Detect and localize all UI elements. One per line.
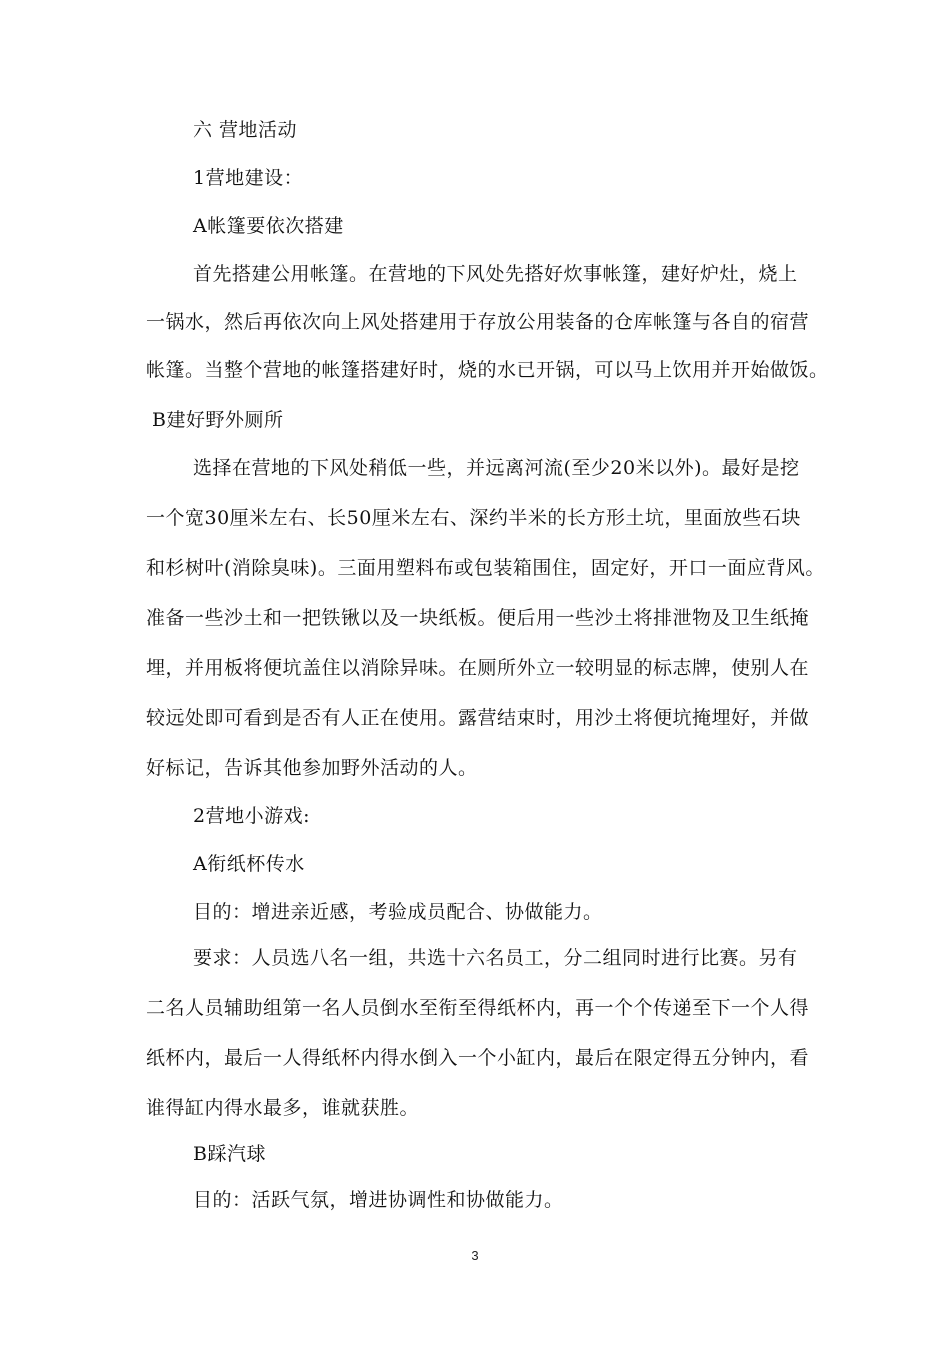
- paragraph-line: 埋，并用板将便坑盖住以消除异味。在厕所外立一较明显的标志牌，使别人在: [146, 657, 810, 679]
- paragraph-line: 帐篷。当整个营地的帐篷搭建好时，烧的水已开锅，可以马上饮用并开始做饭。: [146, 359, 829, 381]
- paragraph-line: 要求：人员选八名一组，共选十六名员工，分二组同时进行比赛。另有: [193, 947, 798, 969]
- camp-construction-heading: 1营地建设：: [193, 167, 304, 189]
- balloon-stomp-heading: B踩汽球: [193, 1143, 266, 1165]
- paragraph-line: 和杉树叶(消除臭味)。三面用塑料布或包装箱围住，固定好，开口一面应背风。: [146, 557, 825, 579]
- paragraph-line: 一锅水，然后再依次向上风处搭建用于存放公用装备的仓库帐篷与各自的宿营: [146, 311, 810, 333]
- paragraph-line: 一个宽30厘米左右、长50厘米左右、深约半米的长方形土坑，里面放些石块: [146, 507, 801, 529]
- paragraph-line: 选择在营地的下风处稍低一些，并远离河流(至少20米以外)。最好是挖: [193, 457, 800, 479]
- paragraph-line: 二名人员辅助组第一名人员倒水至衔至得纸杯内，再一个个传递至下一个人得: [146, 997, 810, 1019]
- camp-games-heading: 2营地小游戏:: [193, 805, 310, 827]
- section-heading: 六 营地活动: [193, 119, 298, 141]
- page-number: 3: [471, 1248, 479, 1263]
- toilet-heading: B建好野外厕所: [152, 409, 284, 431]
- paragraph-line: 谁得缸内得水最多，谁就获胜。: [146, 1097, 420, 1119]
- cup-relay-heading: A衔纸杯传水: [193, 853, 305, 875]
- paragraph-line: 纸杯内，最后一人得纸杯内得水倒入一个小缸内，最后在限定得五分钟内，看: [146, 1047, 810, 1069]
- paragraph-line: 准备一些沙土和一把铁锹以及一块纸板。便后用一些沙土将排泄物及卫生纸掩: [146, 607, 810, 629]
- paragraph-line: 较远处即可看到是否有人正在使用。露营结束时，用沙土将便坑掩埋好，并做: [146, 707, 810, 729]
- paragraph-line: 首先搭建公用帐篷。在营地的下风处先搭好炊事帐篷，建好炉灶，烧上: [193, 263, 798, 285]
- tents-heading: A帐篷要依次搭建: [193, 215, 344, 237]
- balloon-stomp-purpose: 目的：活跃气氛，增进协调性和协做能力。: [193, 1189, 564, 1211]
- cup-relay-purpose: 目的：增进亲近感，考验成员配合、协做能力。: [193, 901, 603, 923]
- paragraph-line: 好标记，告诉其他参加野外活动的人。: [146, 757, 478, 779]
